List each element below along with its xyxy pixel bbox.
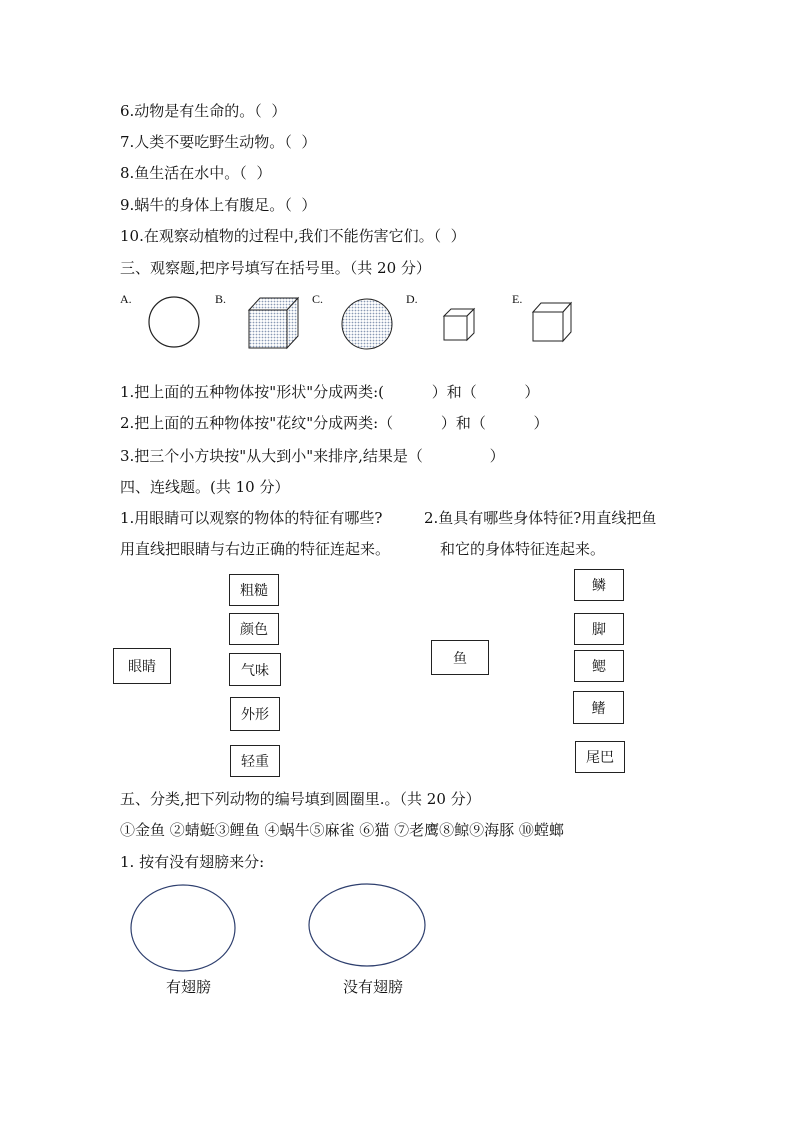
shape-label-d: D. bbox=[406, 292, 418, 306]
judgement-item-9: 9.蜗牛的身体上有腹足。（ ） bbox=[120, 196, 317, 214]
section4-q1-line1: 1.用眼睛可以观察的物体的特征有哪些? bbox=[120, 509, 383, 527]
shape-label-c: C. bbox=[312, 292, 324, 306]
fish-part-box-feet[interactable]: 脚 bbox=[574, 613, 624, 645]
feature-box-rough[interactable]: 粗糙 bbox=[229, 574, 279, 606]
section4-q2-line1: 2.鱼具有哪些身体特征?用直线把鱼 bbox=[424, 509, 657, 527]
shape-label-b: B. bbox=[215, 292, 227, 306]
dotted-circle-icon bbox=[342, 299, 392, 349]
section5-question-1: 1. 按有没有翅膀来分: bbox=[120, 853, 265, 871]
fish-part-box-tail[interactable]: 尾巴 bbox=[575, 741, 625, 773]
winged-label: 有翅膀 bbox=[166, 978, 212, 996]
feature-box-smell[interactable]: 气味 bbox=[229, 653, 281, 686]
fish-part-box-scales[interactable]: 鳞 bbox=[574, 569, 624, 601]
feature-box-weight[interactable]: 轻重 bbox=[230, 745, 280, 777]
judgement-item-10: 10.在观察动植物的过程中,我们不能伤害它们。（ ） bbox=[120, 227, 466, 245]
small-cube-icon bbox=[444, 309, 474, 340]
circle-outline-icon bbox=[149, 297, 199, 347]
winged-circle[interactable] bbox=[131, 885, 235, 971]
fish-part-box-gills[interactable]: 鳃 bbox=[574, 650, 624, 682]
wingless-circle[interactable] bbox=[309, 884, 425, 966]
feature-box-color[interactable]: 颜色 bbox=[229, 613, 279, 645]
section4-title: 四、连线题。(共 10 分） bbox=[120, 478, 290, 496]
judgement-item-6: 6.动物是有生命的。（ ） bbox=[120, 102, 287, 120]
fish-box[interactable]: 鱼 bbox=[431, 640, 489, 675]
eye-box[interactable]: 眼睛 bbox=[113, 648, 171, 684]
medium-cube-icon bbox=[533, 303, 571, 341]
judgement-item-7: 7.人类不要吃野生动物。（ ） bbox=[120, 133, 317, 151]
feature-box-shape[interactable]: 外形 bbox=[230, 697, 280, 731]
section3-title: 三、观察题,把序号填写在括号里。（共 20 分） bbox=[120, 259, 431, 277]
section3-question-2: 2.把上面的五种物体按"花纹"分成两类:（ ）和（ ） bbox=[120, 414, 549, 432]
section3-question-1: 1.把上面的五种物体按"形状"分成两类:( ）和（ ） bbox=[120, 383, 540, 401]
shape-label-e: E. bbox=[512, 292, 523, 306]
judgement-item-8: 8.鱼生活在水中。（ ） bbox=[120, 164, 272, 182]
fish-part-box-fins[interactable]: 鳍 bbox=[573, 691, 624, 724]
section4-q1-line2: 用直线把眼睛与右边正确的特征连起来。 bbox=[120, 540, 391, 558]
shape-label-a: A. bbox=[120, 292, 132, 306]
section4-q2-line2: 和它的身体特征连起来。 bbox=[440, 540, 606, 558]
section5-title: 五、分类,把下列动物的编号填到圆圈里.。（共 20 分） bbox=[120, 790, 481, 808]
wingless-label: 没有翅膀 bbox=[343, 978, 404, 996]
animal-list: ①金鱼 ②蜻蜓③鲤鱼 ④蜗牛⑤麻雀 ⑥猫 ⑦老鹰⑧鲸⑨海豚 ⑩螳螂 bbox=[120, 821, 564, 839]
section3-question-3: 3.把三个小方块按"从大到小"来排序,结果是（ ） bbox=[120, 447, 505, 465]
large-dotted-cube-icon bbox=[249, 298, 298, 348]
